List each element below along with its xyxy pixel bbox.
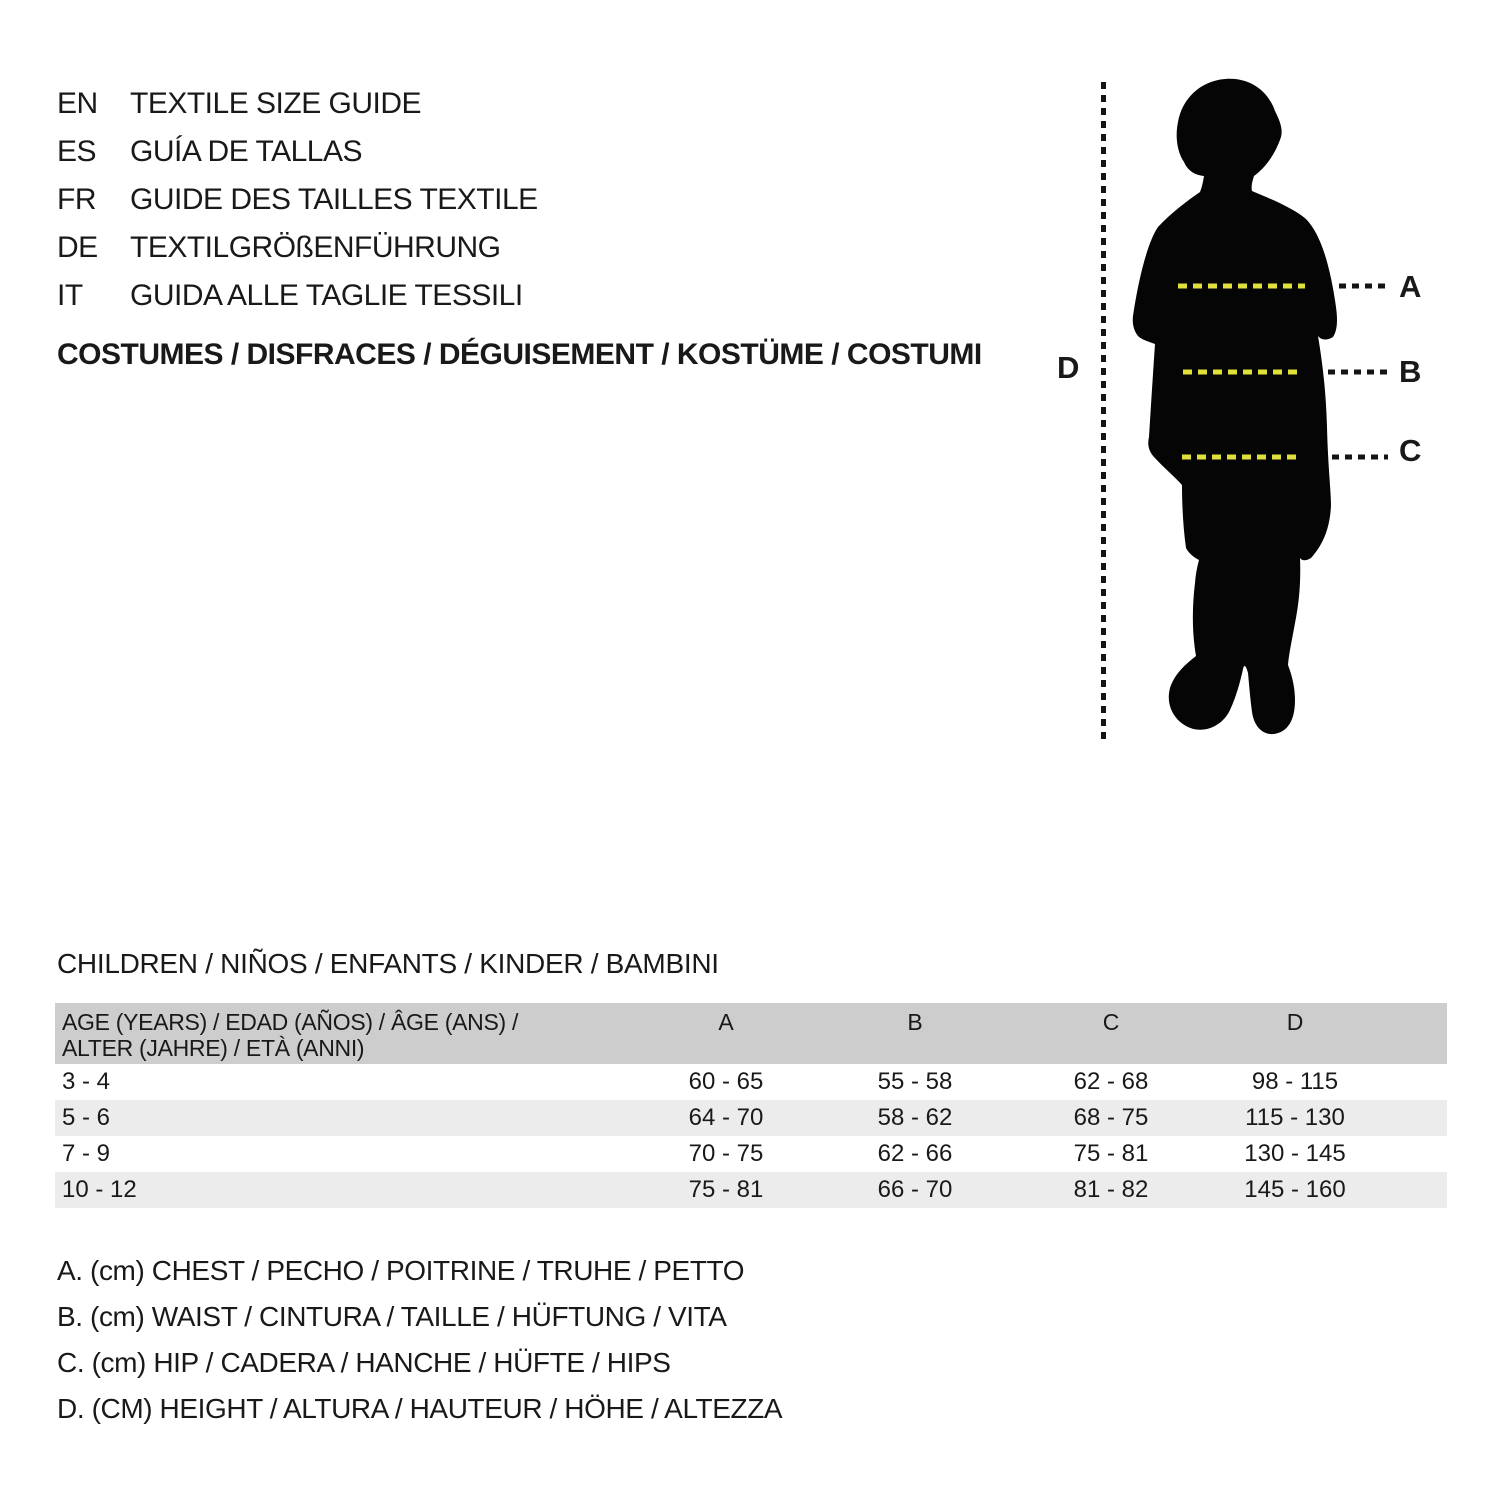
column-header-b: B bbox=[907, 1009, 923, 1035]
height-cell: 145 - 160 bbox=[1244, 1176, 1346, 1203]
legend-item-waist: B. (cm) WAIST / CINTURA / TAILLE / HÜFTUNG / VITA bbox=[57, 1301, 727, 1332]
size-table bbox=[55, 1003, 1447, 1208]
language-code: FR bbox=[57, 183, 96, 216]
table-row bbox=[55, 1100, 1447, 1136]
language-title-list bbox=[57, 80, 538, 320]
height-cell: 98 - 115 bbox=[1251, 1068, 1339, 1095]
waist-cell: 62 - 66 bbox=[877, 1140, 953, 1167]
age-header-line1: AGE (YEARS) / EDAD (AÑOS) / ÂGE (ANS) / bbox=[62, 1009, 519, 1035]
table-title: CHILDREN / NIÑOS / ENFANTS / KINDER / BAMBINI bbox=[57, 948, 719, 979]
category-title: COSTUMES / DISFRACES / DÉGUISEMENT / KOSTÜME / COSTUMI bbox=[57, 338, 982, 371]
measurement-legend bbox=[57, 1248, 782, 1432]
table-row bbox=[55, 1172, 1447, 1208]
hip-cell: 75 - 81 bbox=[1073, 1140, 1149, 1167]
language-code: DE bbox=[57, 231, 98, 264]
chest-cell: 60 - 65 bbox=[688, 1068, 764, 1095]
child-silhouette bbox=[1125, 75, 1390, 750]
column-header-d: D bbox=[1286, 1009, 1304, 1035]
age-cell: 7 - 9 bbox=[62, 1140, 111, 1167]
language-title: TEXTILE SIZE GUIDE bbox=[130, 87, 422, 120]
height-measure-dotted-line bbox=[1101, 82, 1106, 742]
legend-item-hip: C. (cm) HIP / CADERA / HANCHE / HÜFTE / HIPS bbox=[57, 1347, 671, 1378]
language-row bbox=[57, 128, 538, 176]
height-cell: 115 - 130 bbox=[1245, 1104, 1345, 1131]
table-row bbox=[55, 1064, 1447, 1100]
language-row bbox=[57, 176, 538, 224]
hip-label: C bbox=[1399, 433, 1422, 468]
language-title: GUIDA ALLE TAGLIE TESSILI bbox=[130, 279, 523, 312]
waist-cell: 55 - 58 bbox=[877, 1068, 953, 1095]
language-code: IT bbox=[57, 279, 83, 312]
hip-cell: 81 - 82 bbox=[1073, 1176, 1149, 1203]
column-header-a: A bbox=[718, 1009, 734, 1035]
language-row bbox=[57, 80, 538, 128]
age-column-header bbox=[55, 1003, 632, 1064]
language-title: GUIDE DES TAILLES TEXTILE bbox=[130, 183, 538, 216]
table-row bbox=[55, 1136, 1447, 1172]
column-header-c: C bbox=[1102, 1009, 1120, 1035]
language-row bbox=[57, 224, 538, 272]
chest-cell: 70 - 75 bbox=[688, 1140, 764, 1167]
age-cell: 10 - 12 bbox=[62, 1176, 137, 1203]
age-cell: 5 - 6 bbox=[62, 1104, 111, 1131]
waist-label: B bbox=[1399, 354, 1422, 389]
language-code: ES bbox=[57, 135, 97, 168]
language-title: TEXTILGRÖßENFÜHRUNG bbox=[130, 231, 501, 264]
size-table-header bbox=[55, 1003, 1447, 1064]
chest-cell: 64 - 70 bbox=[688, 1104, 764, 1131]
hip-cell: 62 - 68 bbox=[1073, 1068, 1149, 1095]
legend-item-height: D. (CM) HEIGHT / ALTURA / HAUTEUR / HÖHE / ALTEZZA bbox=[57, 1393, 783, 1424]
language-row bbox=[57, 272, 538, 320]
chest-label: A bbox=[1399, 269, 1422, 304]
waist-cell: 66 - 70 bbox=[877, 1176, 953, 1203]
hip-cell: 68 - 75 bbox=[1073, 1104, 1149, 1131]
waist-cell: 58 - 62 bbox=[877, 1104, 953, 1131]
language-code: EN bbox=[57, 87, 98, 120]
chest-cell: 75 - 81 bbox=[688, 1176, 764, 1203]
language-title: GUÍA DE TALLAS bbox=[130, 135, 362, 168]
child-body-shape bbox=[1133, 79, 1337, 734]
header-filler bbox=[1378, 1003, 1447, 1064]
legend-item-chest: A. (cm) CHEST / PECHO / POITRINE / TRUHE / PETTO bbox=[57, 1255, 745, 1286]
age-header-line2: ALTER (JAHRE) / ETÀ (ANNI) bbox=[62, 1035, 365, 1061]
age-cell: 3 - 4 bbox=[62, 1068, 111, 1095]
height-cell: 130 - 145 bbox=[1244, 1140, 1346, 1167]
height-label: D bbox=[1057, 350, 1080, 385]
